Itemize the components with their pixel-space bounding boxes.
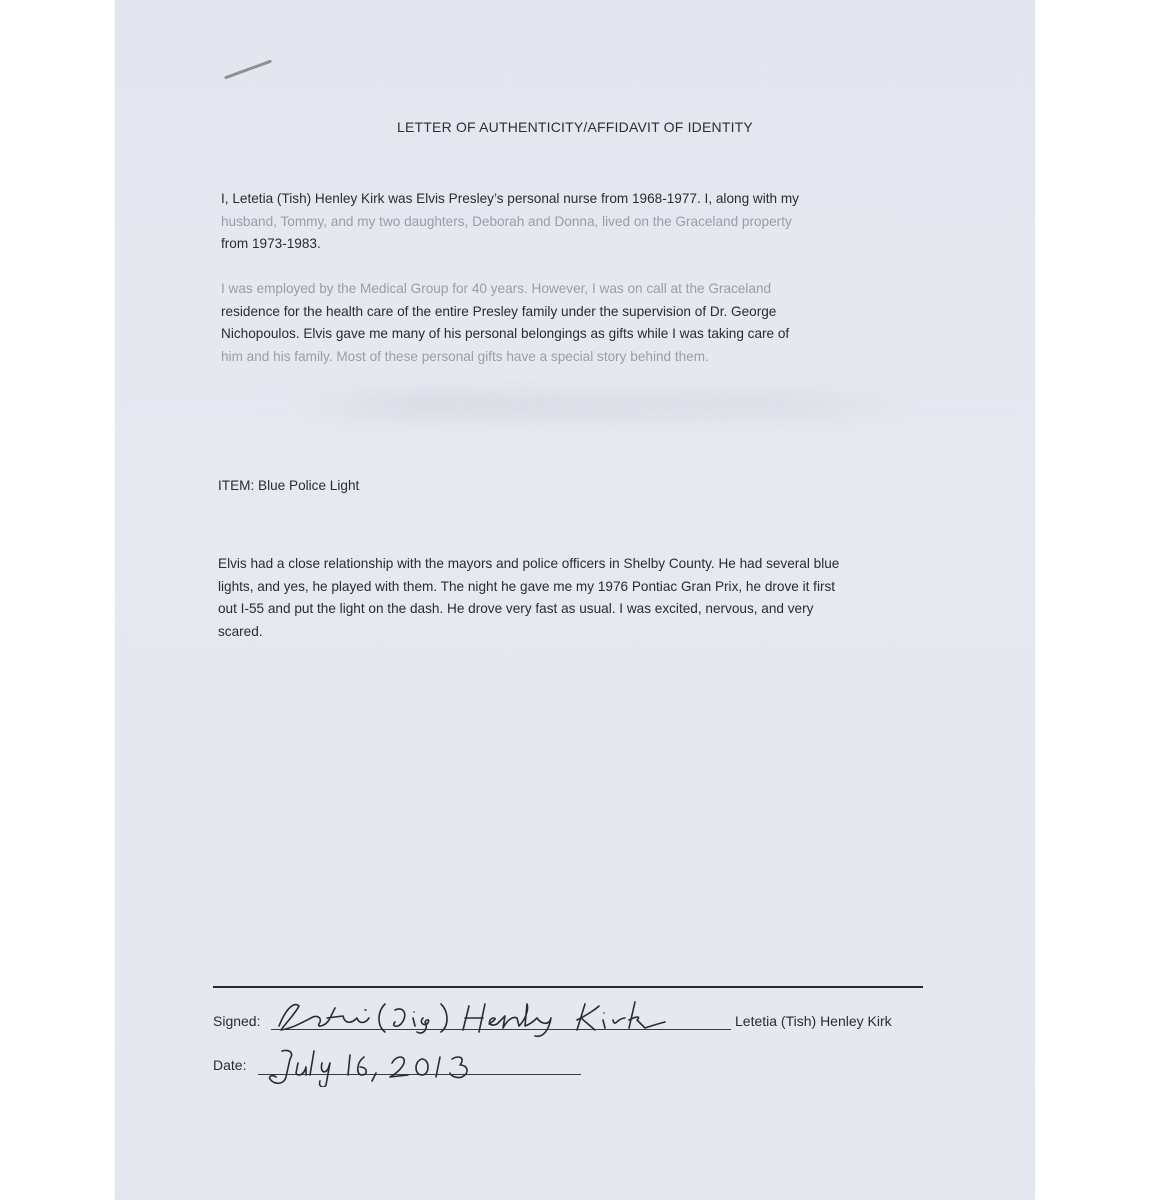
paragraph-line: Elvis had a close relationship with the mayors and police officers in Shelby County. He had several blue bbox=[218, 556, 840, 571]
paragraph-line: from 1973-1983. bbox=[221, 236, 321, 251]
document-title: LETTER OF AUTHENTICITY/AFFIDAVIT OF IDENTITY bbox=[397, 119, 753, 135]
item-label: ITEM: Blue Police Light bbox=[218, 478, 360, 493]
pen-mark bbox=[224, 60, 272, 80]
signed-label: Signed: bbox=[213, 1013, 261, 1029]
paragraph-line: lights, and yes, he played with them. The night he gave me my 1976 Pontiac Gran Prix, he drove it first bbox=[218, 578, 836, 594]
paragraph-intro bbox=[221, 188, 937, 256]
paragraph-line: I was employed by the Medical Group for 40 years. However, I was on call at the Graceland bbox=[221, 281, 772, 296]
printed-name: Letetia (Tish) Henley Kirk bbox=[735, 1013, 892, 1029]
bleed-through-shadow bbox=[295, 390, 915, 420]
affidavit-paper bbox=[115, 0, 1035, 1200]
paragraph-line: Nichopoulos. Elvis gave me many of his personal belongings as gifts while I was taking care of bbox=[221, 326, 790, 341]
date-label: Date: bbox=[213, 1057, 247, 1073]
handwritten-date bbox=[260, 1045, 500, 1087]
paragraph-line: residence for the health care of the entire Presley family under the supervision of Dr. George bbox=[221, 303, 777, 319]
handwritten-signature bbox=[273, 996, 693, 1038]
signature-section-rule bbox=[213, 986, 923, 988]
paragraph-line: husband, Tommy, and my two daughters, Deborah and Donna, lived on the Graceland property bbox=[221, 213, 792, 229]
paragraph-employment bbox=[221, 278, 937, 368]
paragraph-line: him and his family. Most of these personal gifts have a special story behind them. bbox=[221, 348, 709, 364]
paragraph-line: scared. bbox=[218, 623, 263, 639]
paragraph-line: I, Letetia (Tish) Henley Kirk was Elvis Presley’s personal nurse from 1968-1977. I, along with my bbox=[221, 191, 799, 206]
paragraph-line: out I-55 and put the light on the dash. He drove very fast as usual. I was excited, nervous, and very bbox=[218, 601, 814, 616]
paragraph-story bbox=[218, 553, 934, 643]
